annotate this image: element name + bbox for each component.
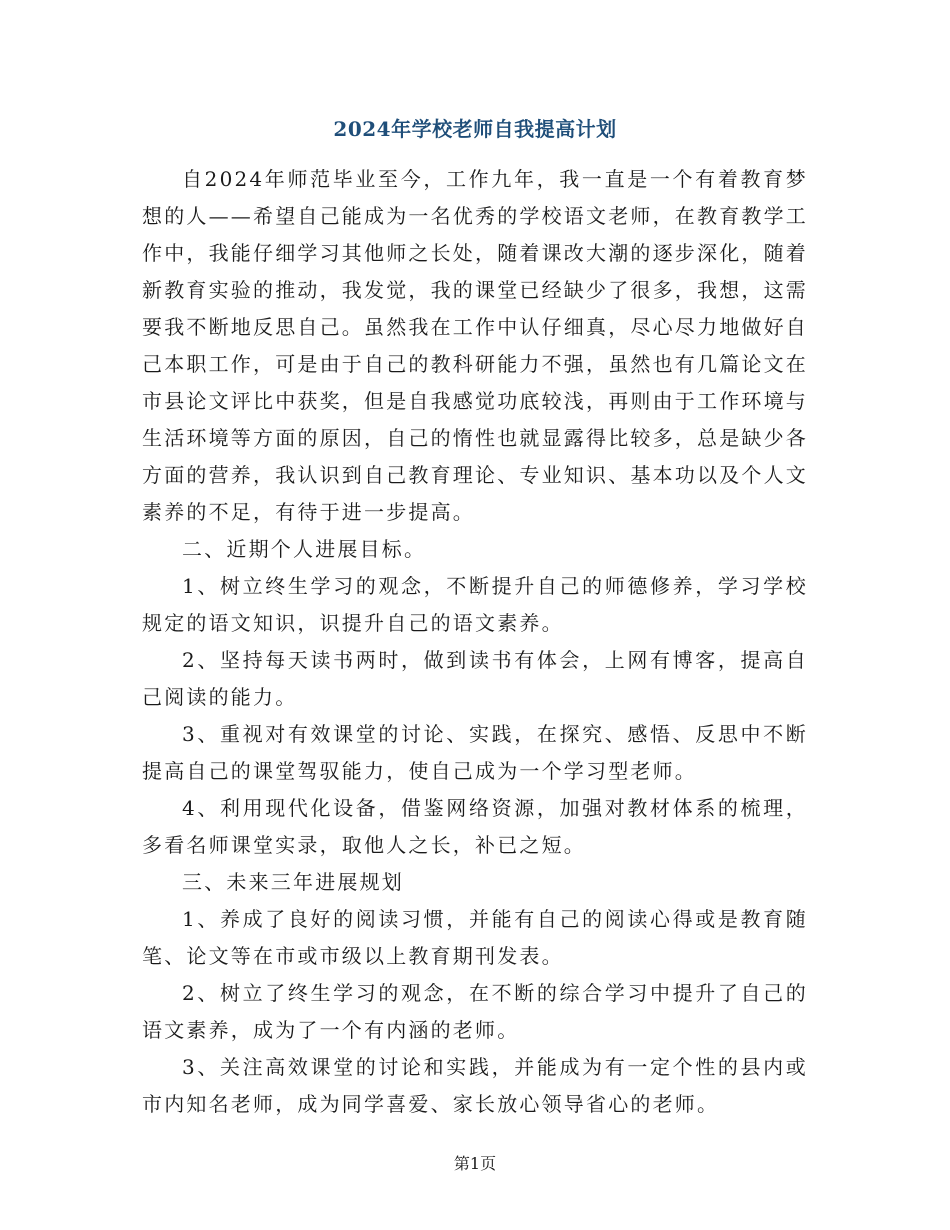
page-number: 第1页: [453, 1154, 497, 1173]
plan-item-3: 3、关注高效课堂的讨论和实践，并能成为有一定个性的县内或市内知名老师，成为同学喜爱、家长放心领导省心的老师。: [142, 1055, 808, 1116]
paragraph-intro: 自2024年师范毕业至今，工作九年，我一直是一个有着教育梦想的人——希望自己能成为一名优秀的学校语文老师，在教育教学工作中，我能仔细学习其他师之长处，随着课改大潮的逐步深化，随着新教育实验的推动，我发觉，我的课堂已经缺少了很多，我想，这需要我不断地反思自己。虽然我在工作中认仔细真，尽心尽力地做好自己本职工作，可是由于自己的教科研能力不强，虽然也有几篇论文在市县论文评比中获奖，但是自我感觉功底较浅，再则由于工作环境与生活环境等方面的原因，自己的惰性也就显露得比较多，总是缺少各方面的营养，我认识到自己教育理论、专业知识、基本功以及个人文素养的不足，有待于进一步提高。: [142, 167, 808, 524]
plan-item-1: 1、养成了良好的阅读习惯，并能有自己的阅读心得或是教育随笔、论文等在市或市级以上教育期刊发表。: [142, 907, 808, 968]
section-heading-near-term-goals: 二、近期个人进展目标。: [182, 537, 427, 561]
goal-item-2: 2、坚持每天读书两时，做到读书有体会，上网有博客，提高自己阅读的能力。: [142, 648, 808, 709]
section-heading-three-year-plan: 三、未来三年进展规划: [182, 870, 404, 894]
goal-item-3: 3、重视对有效课堂的讨论、实践，在探究、感悟、反思中不断提高自己的课堂驾驭能力，使自己成为一个学习型老师。: [142, 722, 808, 783]
goal-item-1: 1、树立终生学习的观念，不断提升自己的师德修养，学习学校规定的语文知识，识提升自己的语文素养。: [142, 574, 808, 635]
plan-item-2: 2、树立了终生学习的观念，在不断的综合学习中提升了自己的语文素养，成为了一个有内涵的老师。: [142, 981, 808, 1042]
document-body: [142, 161, 808, 1123]
goal-item-4: 4、利用现代化设备，借鉴网络资源，加强对教材体系的梳理，多看名师课堂实录，取他人之长，补已之短。: [142, 796, 808, 857]
document-title: 2024年学校老师自我提高计划: [333, 117, 617, 141]
